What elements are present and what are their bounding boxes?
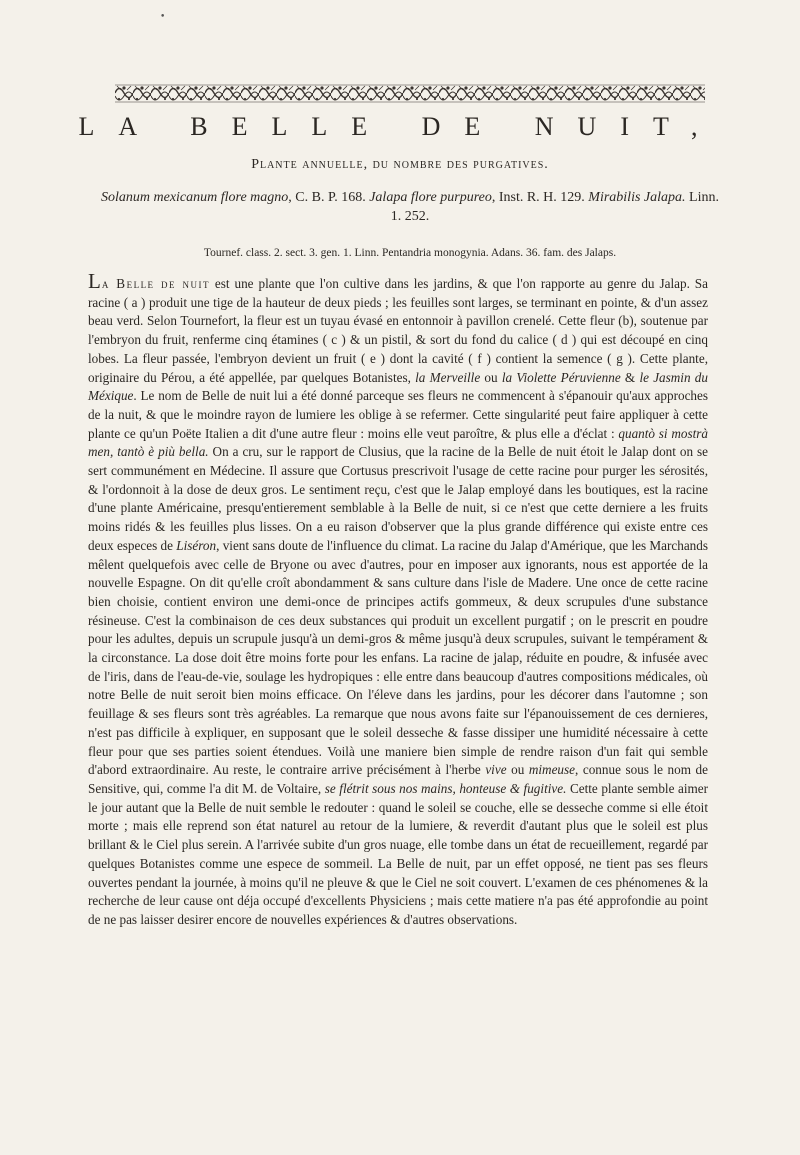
ornamental-border: [115, 82, 705, 104]
text-run: , vient sans doute de l'influence du climat. La racine du Jalap d'Amérique, que les Marchands mêlent quelquefois avec celle de Bryone ou avec d'autres, pour en imposer aux ignorants, nous est apportée de la nouvelle Espagne. On dit qu'elle croît abondamment & sans culture dans l'isle de Madere. Une once de cette racine bien choisie, contient environ une demi-once de principes actifs gommeux, & deux scrupules d'une substance résineuse. C'est la combinaison de ces deux substances qui produit un excellent purgatif ; on le prescrit en poudre pour les adultes, depuis un scrupule jusqu'à un demi-gros & même jusqu'à deux scrupules, suivant le tempérament & la circonstance. La dose doit être moins forte pour les enfans. La racine de jalap, réduite en poudre, & infusée avec de l'iris, dans de l'eau-de-vie, soulage les hydropiques : elle entre dans beaucoup d'autres compositions médicales, où notre Belle de nuit seroit bien moins efficace. On l'éleve dans les jardins, pour les décorer dans l'automne ; son feuillage & ses fleurs sont très agréables. La remarque que nous avons faite sur l'épanouissement de ces dernieres, n'est pas difficile à expliquer, en supposant que le soleil desseche & fasse dissiper une humidité nécessaire à cette fleur pour que ses parties soient étendues. Voilà une maniere bien simple de rendre raison d'un fait qui semble d'abord extraordinaire. Au reste, le contraire arrive précisément à l'herbe: [88, 537, 708, 778]
text-run: On a cru, sur le rapport de Clusius, que la racine de la Belle de nuit étoit le Jalap dont on se sert communément en Médecine. Il assure que Cortusus prescrivoit l'usage de cette racine pour purger les sérosités, & l'ordonnoit à la dose de deux gros. Le sentiment reçu, c'est que le Jalap employé dans les boutiques, est la racine d'une plante Américaine, presqu'entierement semblable à la Belle de nuit, si ce n'est que cette derniere a les fruits moins ridés & les feuilles plus lisses. On a eu raison d'observer que la plus grande différence qui existe entre ces deux especes de: [88, 444, 709, 553]
italic-run: se flétrit sous nos mains, honteuse & fugitive.: [324, 780, 567, 796]
text-run: est une plante que l'on cultive dans les jardins, & que l'on rapporte au genre du Jalap. Sa racine ( a ) produit une tige de la hauteur de deux pieds ; les feuilles sont larges, se terminant en pointe, & d'un assez beau verd. Selon Tournefort, la fleur est un tuyau évasé en entonnoir à pavillon crenelé. Cette fleur (b), soutenue par l'embryon du fruit, renferme cinq étamines ( c ) & un pistil, & sort du fond du calice ( d ) qui est découpé en cinq lobes. La fleur passée, l'embryon devient un fruit ( e ) dont la cavité ( f ) contient la semence ( g ). Cette plante, originaire du Pérou, a été appellée, par quelques Botanistes,: [88, 276, 708, 385]
text-run: . Le nom de Belle de nuit lui a été donné parceque ses fleurs ne commencent à s'épanouir qu'aux approches de la nuit, & que le moindre rayon de lumiere les oblige à se refermer. Cette singularité peut faire appliquer à cette plante ce qu'un Poëte Italien a dit d'une autre fleur : moins elle veut paroître, & plus elle a d'éclat :: [88, 388, 708, 441]
text-run: &: [620, 369, 640, 385]
ink-speck: •: [160, 12, 166, 22]
italic-run: mimeuse: [528, 762, 576, 778]
italic-run: la Violette Péruvienne: [501, 369, 621, 385]
page-title: LA BELLE DE NUIT,: [78, 112, 722, 141]
body-paragraph: [88, 269, 709, 930]
text-run: ou: [506, 762, 529, 778]
text-run: ou: [480, 369, 502, 385]
synonym-name: Jalapa flore purpureo: [369, 190, 492, 205]
italic-run: vive: [485, 762, 507, 778]
italic-run: quantò si mostrà men, tantò è più bella.: [88, 425, 708, 460]
synonym-name: Solanum mexicanum flore magno: [101, 190, 289, 205]
synonym-ref: Linn. 1. 252.: [390, 190, 719, 224]
lead-words: a Belle de nuit: [101, 276, 210, 291]
synonym-name: Mirabilis Jalapa.: [588, 190, 686, 205]
text-run: , connue sous le nom de Sensitive, qui, comme l'a dit M. de Voltaire,: [88, 762, 708, 796]
italic-run: le Jasmin du Méxique: [88, 369, 708, 404]
italic-run: la Merveille: [415, 369, 481, 385]
text-run: Cette plante semble aimer le jour autant que la Belle de nuit semble le redouter : quand le soleil se couche, elle se desseche comme si elle étoit morte ; mais elle reprend son état naturel au retour de la lumiere, & reverdit d'autant plus que le soleil est plus brillant & le Ciel plus serein. A l'arrivée subite d'un gros nuage, elle tombe dans un état de recueillement, regardé par quelques Botanistes comme une espece de sommeil. La Belle de nuit, par un effet opposé, ne tient pas ses fleurs ouvertes pendant la journée, à moins qu'il ne pleuve & que le Ciel ne soit couvert. L'examen de ces phénomenes & la recherche de leur cause ont déja occupé d'excellents Physiciens ; mais cette matiere n'a pas été approfondie au point de ne pas laisser desirer encore de nouvelles expériences & d'autres observations.: [88, 780, 708, 927]
synonym-ref: , C. B. P. 168.: [288, 190, 370, 205]
italic-run: Liséron: [176, 537, 217, 553]
classification-line: Tournef. class. 2. sect. 3. gen. 1. Linn. Pentandria monogynia. Adans. 36. fam. des Jalaps.: [203, 247, 617, 259]
drop-cap: L: [88, 269, 102, 293]
page-subtitle: Plante annuelle, du nombre des purgatives.: [251, 157, 549, 172]
synonymy: [100, 188, 720, 226]
synonym-ref: , Inst. R. H. 129.: [491, 190, 589, 205]
